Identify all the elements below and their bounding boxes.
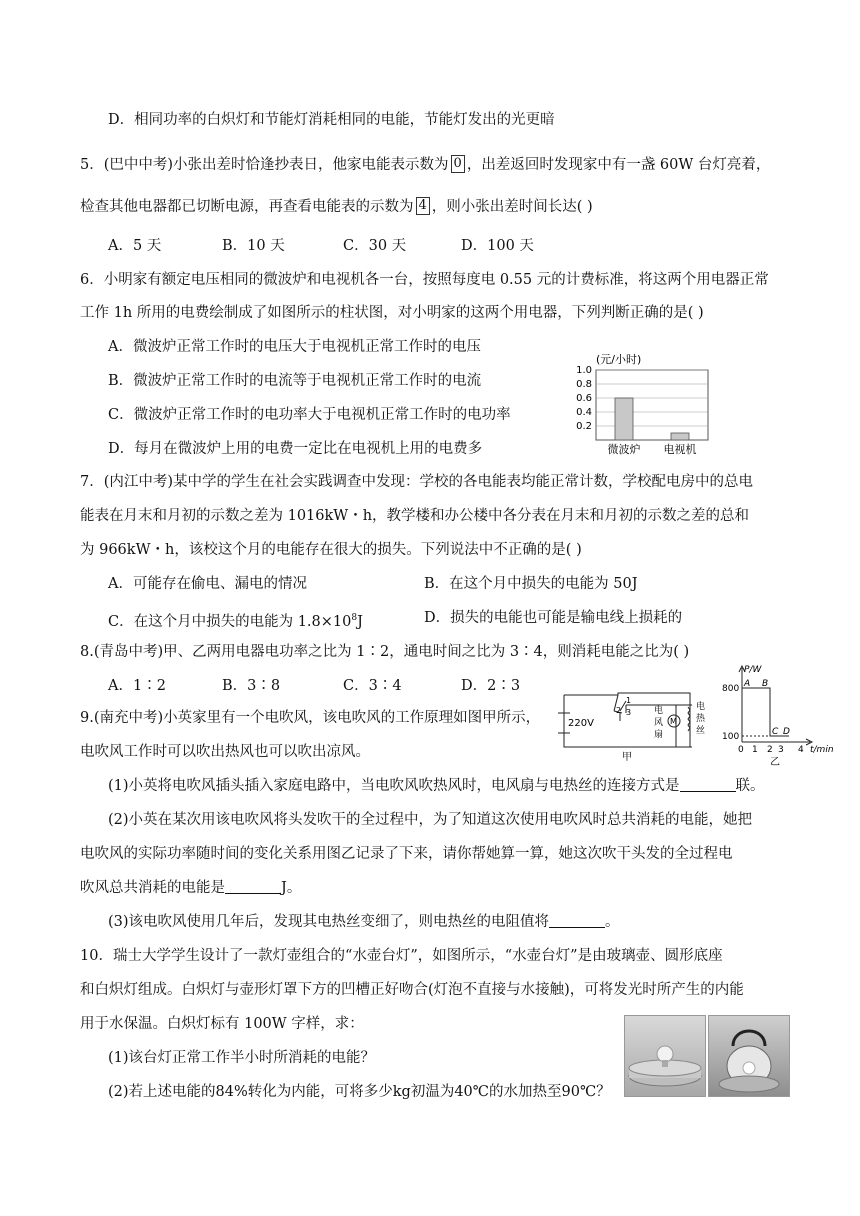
switch-position-3: 3 xyxy=(626,708,632,717)
q5-option-a: A．5 天 xyxy=(108,238,162,254)
q5-option-c: C．30 天 xyxy=(343,238,407,254)
q9-part2-text: 吹风总共消耗的电能是 xyxy=(80,880,225,896)
switch-position-2: 2 xyxy=(616,706,622,715)
q5-option-b: B．10 天 xyxy=(222,238,285,254)
answer-blank-1[interactable] xyxy=(680,777,736,792)
chart-frame xyxy=(596,370,708,440)
q6-option-c: C．微波炉正常工作时的电功率大于电视机正常工作时的电功率 xyxy=(108,407,511,423)
q9-part1-suffix: 联。 xyxy=(735,778,765,794)
heater-label-3: 丝 xyxy=(696,726,706,736)
q9-part1 xyxy=(108,776,765,796)
heater-label-2: 热 xyxy=(696,714,706,724)
chart-ytick-label: 0.2 xyxy=(576,421,592,432)
chart-category-label: 电视机 xyxy=(663,443,697,456)
q8-option-c: C．3∶4 xyxy=(343,678,402,694)
x-tick-3: 3 xyxy=(778,745,784,755)
q9-part2-line2: 电吹风的实际功率随时间的变化关系用图乙记录了下来，请你帮她算一算，她这次吹干头发的全过程电 xyxy=(80,846,733,862)
q10-stem-line3: 用于水保温。白炽灯标有 100W 字样，求： xyxy=(80,1016,364,1032)
q5-text-a: 5．(巴中中考)小张出差时恰逢抄表日，他家电能表示数为 xyxy=(80,157,449,173)
q7-stem-line1: 7．(内江中考)某中学的学生在社会实践调查中发现：学校的各电能表均能正常计数，学校配电房中的总电 xyxy=(80,474,754,490)
power-time-graph xyxy=(722,660,842,768)
q5-text-b: ，出差返回时发现家中有一盏 60W 台灯亮着， xyxy=(466,157,771,173)
electricity-cost-bar-chart xyxy=(568,350,718,462)
q8-option-d: D．2∶3 xyxy=(461,678,521,694)
q5-option-d: D．100 天 xyxy=(461,238,534,254)
heater-label-1: 电 xyxy=(696,702,706,712)
circuit-caption: 甲 xyxy=(622,752,632,763)
chart-ytick-label: 0.8 xyxy=(576,379,592,390)
q6-stem-line1: 6．小明家有额定电压相同的微波炉和电视机各一台，按照每度电 0.55 元的计费标准，将这两个用电器正常 xyxy=(80,272,769,288)
hair-dryer-circuit-diagram xyxy=(556,683,726,763)
q10-stem-line1: 10．瑞士大学学生设计了一款灯壶组合的“水壶台灯”，如图所示，“水壶台灯”是由玻璃壶、圆形底座 xyxy=(80,948,723,964)
q9-stem-line1: 9.(南充中考)小英家里有一个电吹风，该电吹风的工作原理如图甲所示， xyxy=(80,710,541,726)
point-b: B xyxy=(762,679,769,689)
answer-blank-3[interactable] xyxy=(549,913,605,928)
fan-label-2: 风 xyxy=(654,718,664,728)
q6-option-d: D．每月在微波炉上用的电费一定比在电视机上用的电费多 xyxy=(108,441,483,457)
q9-part2-unit: J。 xyxy=(281,880,302,896)
answer-blank-2[interactable] xyxy=(225,879,281,894)
q9-part3 xyxy=(108,912,620,932)
x-tick-1: 1 xyxy=(752,745,758,755)
q7-stem-line3: 为 966kW・h，该校这个月的电能存在很大的损失。下列说法中不正确的是( ) xyxy=(80,542,582,558)
graph-ylabel: P/W xyxy=(744,665,762,675)
q9-part2-line1: (2)小英在某次用该电吹风将头发吹干的全过程中，为了知道这次使用电吹风时总共消耗的电能，她把 xyxy=(108,812,753,828)
q5-stem-line2 xyxy=(80,197,593,217)
q8-stem: 8.(青岛中考)甲、乙两用电器电功率之比为 1∶2，通电时间之比为 3∶4，则消耗电能之比为( ) xyxy=(80,644,690,660)
q9-part3-suffix: 。 xyxy=(605,914,620,930)
q8-option-a: A．1∶2 xyxy=(108,678,166,694)
chart-bar xyxy=(615,398,633,440)
motor-symbol: M xyxy=(670,717,677,726)
graph-y-800: 800 xyxy=(722,684,740,694)
circuit-voltage-label: 220V xyxy=(568,718,594,729)
meter-reading-1: 0 xyxy=(451,155,465,173)
switch-position-1: 1 xyxy=(626,696,632,705)
q9-part3-text: (3)该电吹风使用几年后，发现其电热丝变细了，则电热丝的电阻值将 xyxy=(108,914,550,930)
q5-text-c: 检查其他电器都已切断电源，再查看电能表的示数为 xyxy=(80,199,414,215)
chart-ytick-label: 0.4 xyxy=(576,407,592,418)
kettle-lamp-photo xyxy=(708,1015,790,1097)
q6-stem-line2: 工作 1h 所用的电费绘制成了如图所示的柱状图，对小明家的这两个用电器，下列判断正确的是( ) xyxy=(80,305,704,321)
lamp-base-photo xyxy=(624,1015,706,1097)
x-tick-2: 2 xyxy=(767,745,773,755)
q10-part1: (1)该台灯正常工作半小时所消耗的电能？ xyxy=(108,1050,376,1066)
q5-stem-line1 xyxy=(80,155,770,175)
fan-label-1: 电 xyxy=(654,706,664,716)
chart-ylabel: (元/小时) xyxy=(596,353,642,366)
chart-category-label: 微波炉 xyxy=(607,443,641,456)
q5-text-d: ，则小张出差时间长达( ) xyxy=(431,199,593,215)
meter-reading-2: 4 xyxy=(416,197,430,215)
q6-option-a: A．微波炉正常工作时的电压大于电视机正常工作时的电压 xyxy=(108,339,481,355)
q10-stem-line2: 和白炽灯组成。白炽灯与壶形灯罩下方的凹槽正好吻合(灯泡不直接与水接触)，可将发光时所产生的内能 xyxy=(80,982,744,998)
x-tick-4: 4 xyxy=(798,745,804,755)
q7-option-d: D．损失的电能也可能是输电线上损耗的 xyxy=(424,610,683,626)
q9-stem-line2: 电吹风工作时可以吹出热风也可以吹出凉风。 xyxy=(80,744,370,760)
point-d: D xyxy=(783,727,790,737)
graph-caption: 乙 xyxy=(770,757,780,768)
q7-option-a: A．可能存在偷电、漏电的情况 xyxy=(108,576,307,592)
q7-option-c xyxy=(108,608,363,632)
x-tick-0: 0 xyxy=(738,745,744,755)
q7-stem-line2: 能表在月末和月初的示数之差为 1016kW・h，教学楼和办公楼中各分表在月末和月初的示数之差的总和 xyxy=(80,508,750,524)
q7-option-c-unit: J xyxy=(357,613,363,630)
graph-y-100: 100 xyxy=(722,732,740,742)
point-a: A xyxy=(744,679,751,689)
graph-xlabel: t/min xyxy=(810,745,834,755)
q7-option-b: B．在这个月中损失的电能为 50J xyxy=(424,576,638,592)
q8-option-b: B．3∶8 xyxy=(222,678,281,694)
chart-bar xyxy=(671,433,689,440)
q7-option-c-main: C．在这个月中损失的电能为 1.8×10 xyxy=(108,613,352,630)
q4-option-d: D．相同功率的白炽灯和节能灯消耗相同的电能，节能灯发出的光更暗 xyxy=(108,112,555,128)
chart-ytick-label: 0.6 xyxy=(576,393,592,404)
q7-option-c-exponent: 8 xyxy=(351,613,358,623)
q10-part2: (2)若上述电能的84%转化为内能，可将多少kg初温为40℃的水加热至90℃？ xyxy=(108,1084,611,1100)
q9-part1-text: (1)小英将电吹风插头插入家庭电路中，当电吹风吹热风时，电风扇与电热丝的连接方式是 xyxy=(108,778,680,794)
q6-option-b: B．微波炉正常工作时的电流等于电视机正常工作时的电流 xyxy=(108,373,482,389)
chart-ytick-label: 1.0 xyxy=(576,365,592,376)
q9-part2-line3 xyxy=(80,878,301,898)
point-c: C xyxy=(772,727,779,737)
fan-label-3: 扇 xyxy=(654,730,664,740)
